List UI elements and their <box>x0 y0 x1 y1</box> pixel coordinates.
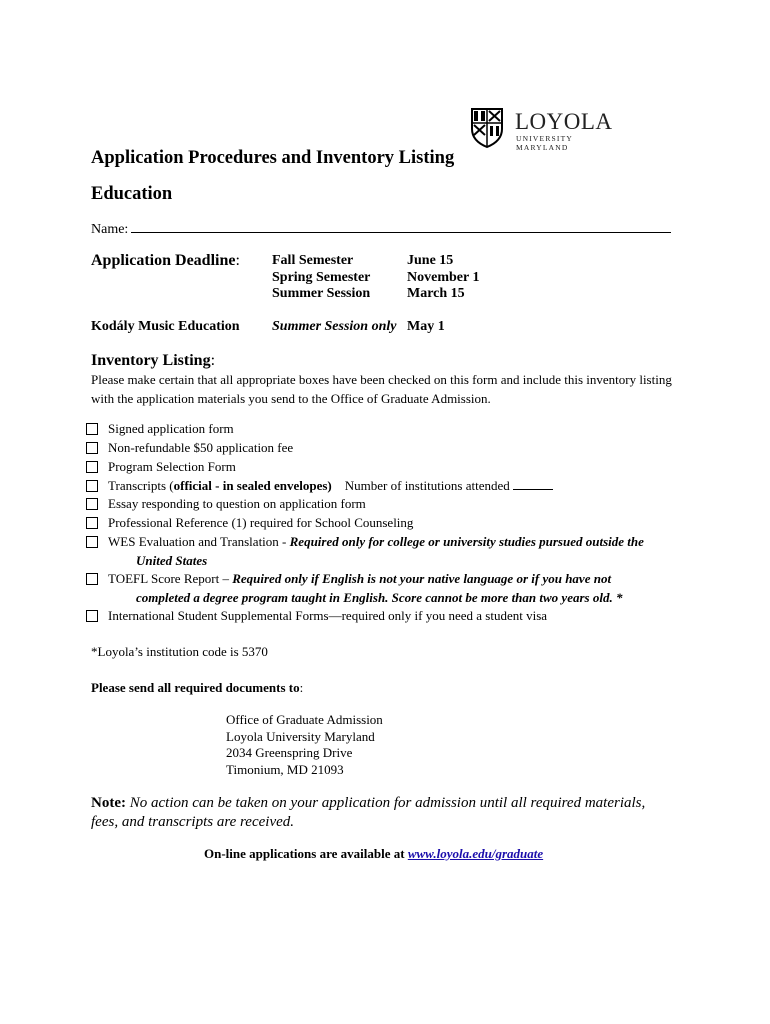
wes-requirement: Required only for college or university studies pursued outside the <box>289 534 644 549</box>
address-line-4: Timonium, MD 21093 <box>226 762 344 777</box>
item-wes-evaluation <box>108 534 644 550</box>
transcripts-emphasis: official - in sealed envelopes) <box>173 478 332 493</box>
institutions-count-line[interactable] <box>513 479 553 490</box>
name-input-line[interactable] <box>131 220 671 233</box>
deadline-colon: : <box>235 252 240 269</box>
deadline-term-spring: Spring Semester <box>272 270 371 285</box>
checkbox-international-forms[interactable] <box>86 610 98 622</box>
deadline-date-summer: March 15 <box>407 286 465 301</box>
toefl-requirement: Required only if English is not your native language or if you have not <box>232 571 612 586</box>
item-transcripts <box>108 478 553 494</box>
item-toefl-continuation: completed a degree program taught in English. Score cannot be more than two years old. * <box>136 590 623 605</box>
note-text: No action can be taken on your application for admission until all required materials, fees, and transcripts are received. <box>91 795 646 830</box>
name-label: Name: <box>91 222 129 237</box>
inventory-heading <box>91 352 215 370</box>
item-signed-application: Signed application form <box>108 421 234 436</box>
item-essay: Essay responding to question on application form <box>108 496 366 511</box>
deadline-date-fall: June 15 <box>407 253 454 268</box>
deadline-term-summer: Summer Session <box>272 286 371 301</box>
deadline-label-text: Application Deadline <box>91 252 236 269</box>
address-line-3: 2034 Greenspring Drive <box>226 745 353 760</box>
kodaly-term: Summer Session only <box>272 319 397 334</box>
logo-subtitle: UNIVERSITY MARYLAND <box>516 134 573 152</box>
section-title: Education <box>91 184 173 204</box>
address-line-1: Office of Graduate Admission <box>226 712 383 727</box>
loyola-shield-icon <box>470 107 504 149</box>
toefl-text: TOEFL Score Report – <box>108 571 233 586</box>
wes-text: WES Evaluation and Translation - <box>108 534 290 549</box>
item-international-forms: International Student Supplemental Forms—required only if you need a student visa <box>108 608 548 623</box>
send-heading <box>91 680 303 696</box>
kodaly-date: May 1 <box>407 319 445 334</box>
checkbox-transcripts[interactable] <box>86 480 98 492</box>
note-paragraph <box>91 794 671 832</box>
institutions-label: Number of institutions attended <box>331 478 510 493</box>
item-wes-continuation: United States <box>136 553 208 568</box>
deadline-label <box>91 252 240 270</box>
transcripts-text: Transcripts ( <box>108 478 174 493</box>
kodaly-program: Kodály Music Education <box>91 319 240 334</box>
online-applications <box>204 846 543 862</box>
checkbox-program-selection[interactable] <box>86 461 98 473</box>
name-row <box>91 220 671 238</box>
institution-code-note: *Loyola’s institution code is 5370 <box>91 644 268 659</box>
deadline-term-fall: Fall Semester <box>272 253 354 268</box>
inventory-heading-text: Inventory Listing <box>91 352 211 369</box>
send-heading-text: Please send all required documents to <box>91 680 300 695</box>
item-professional-reference: Professional Reference (1) required for School Counseling <box>108 515 414 530</box>
address-line-2: Loyola University Maryland <box>226 729 375 744</box>
graduate-link[interactable]: www.loyola.edu/graduate <box>407 846 544 861</box>
logo-wordmark: LOYOLA <box>515 109 613 134</box>
checkbox-signed-application[interactable] <box>86 423 98 435</box>
online-text: On-line applications are available at <box>204 846 408 861</box>
item-program-selection: Program Selection Form <box>108 459 236 474</box>
checkbox-professional-reference[interactable] <box>86 517 98 529</box>
checkbox-toefl[interactable] <box>86 573 98 585</box>
checkbox-wes-evaluation[interactable] <box>86 536 98 548</box>
checkbox-application-fee[interactable] <box>86 442 98 454</box>
item-toefl <box>108 571 611 587</box>
deadline-date-spring: November 1 <box>407 270 480 285</box>
page-title: Application Procedures and Inventory Listing <box>91 148 455 168</box>
inventory-colon: : <box>210 352 216 369</box>
checkbox-essay[interactable] <box>86 498 98 510</box>
note-label: Note: <box>91 795 126 811</box>
loyola-logo <box>470 107 620 152</box>
inventory-instructions: Please make certain that all appropriate boxes have been checked on this form and include this inventory listing with the application materials you send to the Office of Graduate Admission. <box>91 372 672 406</box>
item-application-fee: Non-refundable $50 application fee <box>108 440 294 455</box>
send-colon: : <box>299 680 304 695</box>
